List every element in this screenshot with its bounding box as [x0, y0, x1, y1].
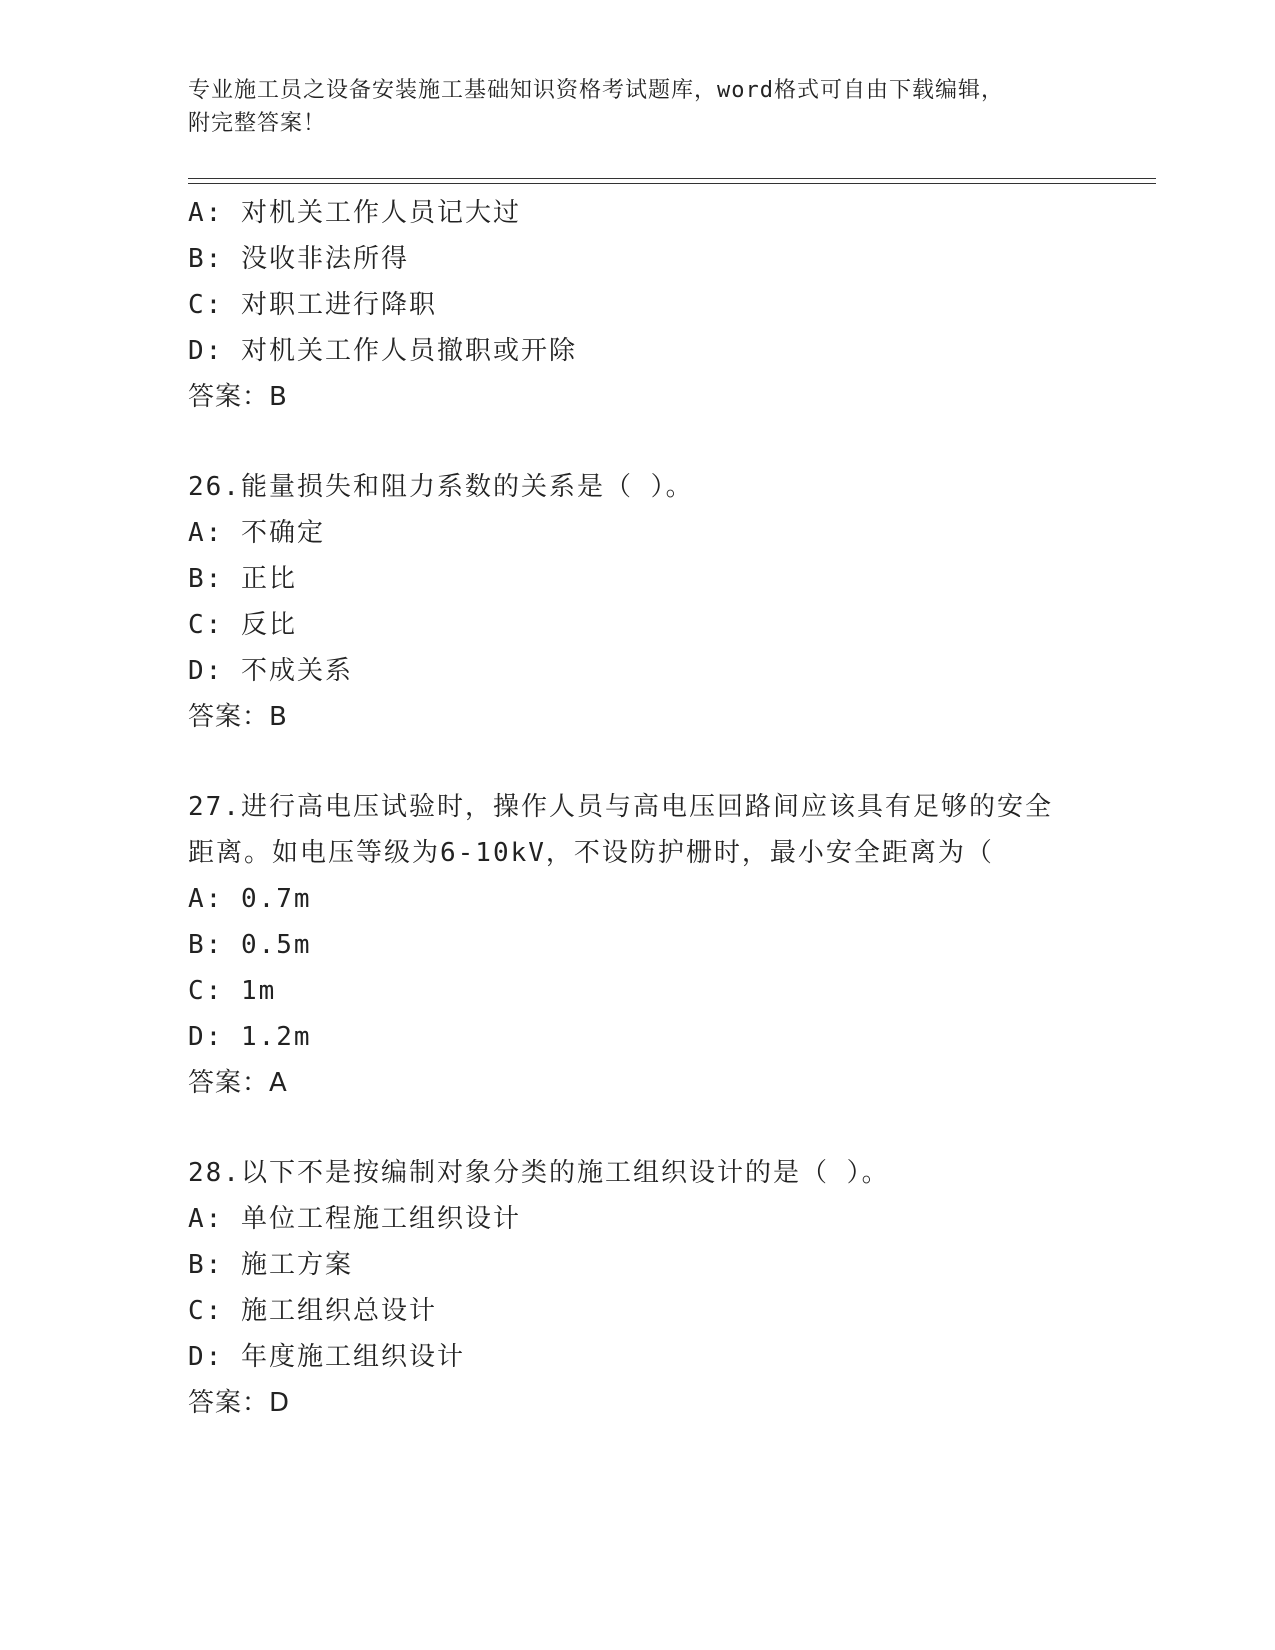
- document-header: [188, 74, 1088, 140]
- question-list: [188, 190, 1156, 1426]
- option-c: C: 反比: [188, 610, 297, 640]
- spacer: [188, 420, 1156, 464]
- question-text-line-2: 距离。如电压等级为6-10kV，不设防护栅时，最小安全距离为（: [188, 838, 994, 868]
- option-b: B: 正比: [188, 564, 297, 594]
- option-b: B: 没收非法所得: [188, 244, 409, 274]
- option-d: D: 对机关工作人员撤职或开除: [188, 336, 577, 366]
- answer: 答案：B: [188, 382, 288, 412]
- spacer: [188, 1106, 1156, 1150]
- header-line-2: 附完整答案！: [188, 111, 327, 136]
- option-a: A: 对机关工作人员记大过: [188, 198, 521, 228]
- option-d: D: 年度施工组织设计: [188, 1342, 465, 1372]
- question-25-block: [188, 190, 1156, 420]
- question-26-block: [188, 464, 1156, 740]
- question-28-block: [188, 1150, 1156, 1426]
- answer: 答案：B: [188, 702, 288, 732]
- question-text-line-1: 27.进行高电压试验时，操作人员与高电压回路间应该具有足够的安全: [188, 792, 1053, 822]
- header-line-1: 专业施工员之设备安装施工基础知识资格考试题库，word格式可自由下载编辑，: [188, 78, 1004, 103]
- option-a: A: 不确定: [188, 518, 325, 548]
- question-text: 28.以下不是按编制对象分类的施工组织设计的是（ ）。: [188, 1158, 890, 1188]
- option-c: C: 1m: [188, 976, 277, 1006]
- option-a: A: 0.7m: [188, 884, 312, 914]
- option-c: C: 对职工进行降职: [188, 290, 437, 320]
- question-27-block: [188, 784, 1156, 1106]
- option-d: D: 不成关系: [188, 656, 353, 686]
- option-b: B: 施工方案: [188, 1250, 353, 1280]
- question-text: 26.能量损失和阻力系数的关系是（ ）。: [188, 472, 694, 502]
- answer: 答案：A: [188, 1068, 288, 1098]
- spacer: [188, 740, 1156, 784]
- option-c: C: 施工组织总设计: [188, 1296, 437, 1326]
- header-divider: [188, 178, 1156, 184]
- option-a: A: 单位工程施工组织设计: [188, 1204, 521, 1234]
- option-b: B: 0.5m: [188, 930, 312, 960]
- option-d: D: 1.2m: [188, 1022, 312, 1052]
- answer: 答案：D: [188, 1388, 291, 1418]
